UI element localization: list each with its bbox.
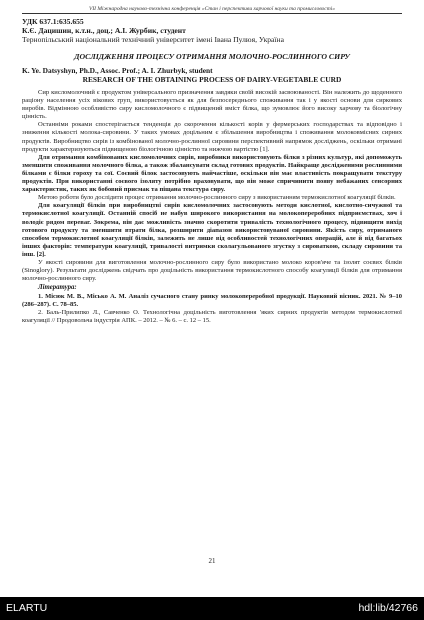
handle-link[interactable]: hdl:lib/42766 <box>358 602 418 614</box>
paragraph: Останніми роками спостерігається тенденція до скорочення кількості корів у фермерських господарствах та відповідно і зниження кількості молока-сировини. У таких умовах доцільним є збільшення виробництва і споживання молоковмісних сирних продуктів. Виробництво сирів із комбінованої молочно-рослинної сировини перспективний напрямок досліджень, оскільки отримані продукти характеризуються підвищеною біологічною цінністю та нижчою вартістю [1]. <box>22 121 402 153</box>
paragraph: Для коагуляції білків при виробництві сирів кисломолочних застосовують методи кислотної, кислотно-сичужної та термокислотної коагуляції. Останній спосіб не набув широкого використання на молокопереробних підприємствах, хоч і володіє рядом переваг. Зокрема, він дає можливість значно скоротити тривалість технологічного процесу, підвищити вихід готового продукту та зменшити втрати білка, розширити діапазон використовуваної сировини. Якість сиру, отриманого способом термокислотної коагуляції білків, залежить не лише від особливостей технологічних операцій, але й від багатьох інших факторів: температури коагуляції, тривалості витримки сколагульованого згустку з сироваткою, складу сировини та інш. [2]. <box>22 202 402 258</box>
paragraph: Для отримання комбінованих кисломолочних сирів, виробники використовують білки з різних культур, які допоможуть зменшити споживання молочного білка, а також збалансувати склад готових продуктів. Найкраще дослідженими рослинними білками є білки гороху та сої. Соєвий білок застосовують найчастіше, оскільки він має властивість покращувати текстуру продуктів. При використанні соєвого ізоляту потрібно враховувати, що він може спричинити появу небажаних сенсорних характеристик, таких як бобовий присмак та піщана текстура сиру. <box>22 153 402 194</box>
paragraph: У якості сировини для виготовлення молочно-рослинного сиру було використано молоко коров'яче та ізолят соєвих білків (Sinoglory). Результати досліджень свідчать про доцільність використання термокислотного способу коагуляції білків для отримання молочно-рослинного сиру. <box>22 258 402 283</box>
title-ua: ДОСЛІДЖЕННЯ ПРОЦЕСУ ОТРИМАННЯ МОЛОЧНО-РОСЛИННОГО СИРУ <box>74 52 350 61</box>
udk-code: УДК 637.1:635.655 <box>22 17 84 26</box>
title-en: RESEARCH OF THE OBTAINING PROCESS OF DAIRY-VEGETABLE CURD <box>82 74 342 84</box>
conference-header: VII Міжнародна науково-технічна конференція «Стан і перспективи харчової науки та промисловості» <box>22 6 402 14</box>
references-title: Література: <box>38 284 77 292</box>
repository-footer <box>0 597 424 620</box>
reference-item: 2. Баль-Прилипко Л., Савченко О. Технологічна доцільність виготовлення 'яких сирних продуктів методом термокислотної коагуляції // Продовольча індустрія АПК. – 2012. – № 6. – с. 12 – 15. <box>22 308 402 324</box>
authors-en: K. Ye. Datsyshyn, Ph.D., Assoc. Prof.; A. I. Zhurbyk, student <box>22 66 213 75</box>
page-number: 21 <box>208 557 216 565</box>
paragraph: Метою роботи було дослідити процес отримання молочно-рослинного сиру з використанням термокислотної коагуляції білків. <box>38 194 396 202</box>
article-page <box>22 6 402 565</box>
authors-ua: К.Є. Дацишин, к.т.н., доц.; А.І. Журбик, студент <box>22 26 186 35</box>
reference-item: 1. Місюк М. В., Місько А. М. Аналіз сучасного стану ринку молокопереробної продукції. Науковий вісник. 2021. № 9–10 (286–287). С. 78–85. <box>22 292 402 308</box>
affiliation: Тернопільський національний технічний університет імені Івана Пулюя, Україна <box>22 35 284 44</box>
paragraph: Сир кисломолочний є продуктом універсального призначення завдяки своїй високій засвоюваності. Він належить до щоденного раціону населення усіх вікових груп, використовується як для безпосереднього споживання так і у якості основи для сиркових виробів. Відмінною особливістю сиру кисломолочного є підвищений вміст білка, що зумовлює його високу харчову та біологічну цінність. <box>22 89 402 121</box>
repository-name: ELARTU <box>6 602 48 614</box>
